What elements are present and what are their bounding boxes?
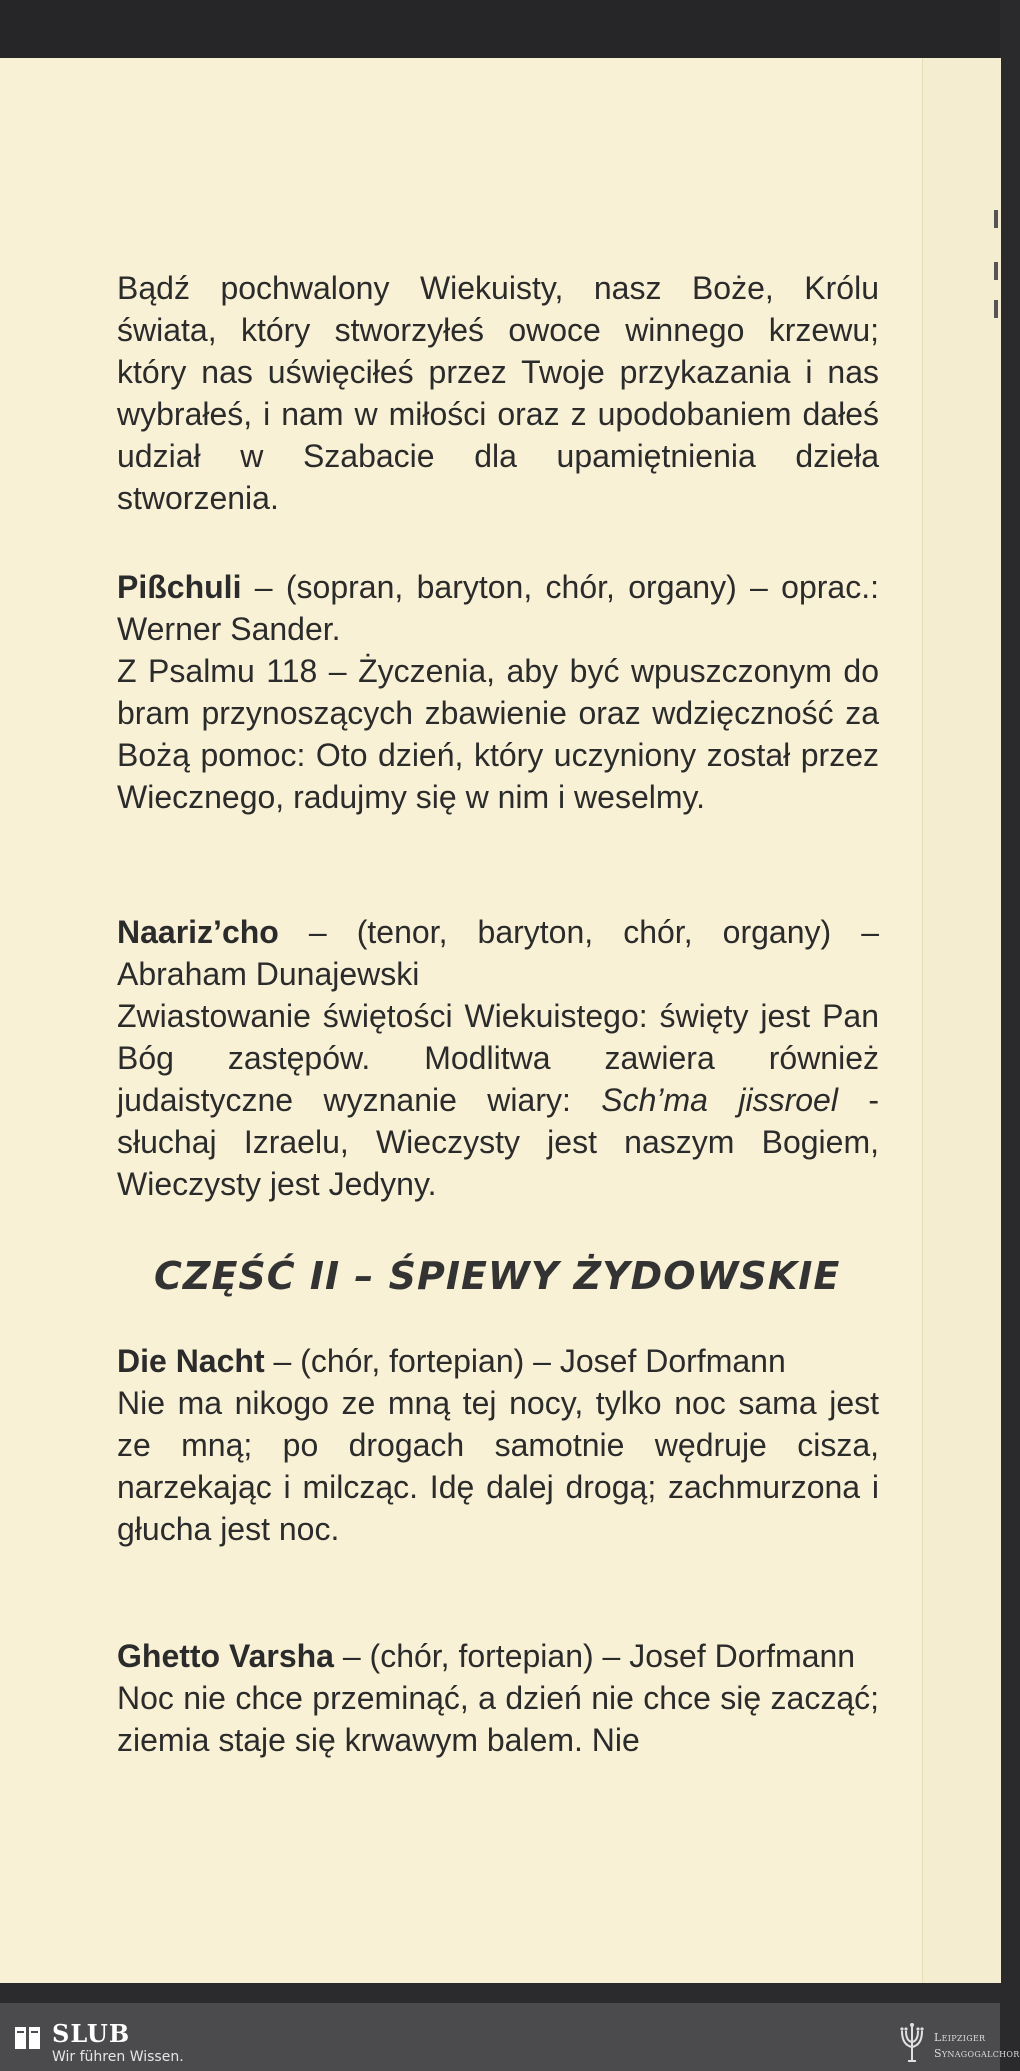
- slub-book-icon: [14, 2025, 42, 2051]
- scan-top-border: [0, 0, 1000, 58]
- paragraph-blessing: [117, 267, 879, 519]
- edge-text-fragment: [994, 210, 998, 228]
- scan-bottom-border: [0, 1983, 1000, 2003]
- piece-description-end: - słuchaj Izraelu, Wieczysty jest naszym Bogiem, Wieczysty jest Jedyny.: [117, 1082, 880, 1202]
- paragraph-ghetto-varsha: [117, 1635, 879, 1761]
- menorah-icon: [896, 2021, 928, 2065]
- piece-description: Noc nie chce przeminąć, a dzień nie chce się zacząć; ziemia staje się krwawym balem. Nie: [117, 1680, 879, 1758]
- slub-logo-text: SLUB: [52, 2019, 131, 2048]
- paragraph-naarizcho: [117, 911, 879, 1205]
- piece-title: Ghetto Varsha: [117, 1638, 334, 1674]
- piece-title: Die Nacht: [117, 1343, 265, 1379]
- leipziger-label: Leipziger: [934, 2031, 986, 2044]
- slub-tagline: Wir führen Wissen.: [52, 2049, 184, 2065]
- paragraph-die-nacht: [117, 1340, 879, 1550]
- synagogalchor-label: Synagogalchor: [934, 2047, 1020, 2060]
- piece-title: Naariz’cho: [117, 914, 279, 950]
- blessing-text: Bądź pochwalony Wiekuisty, nasz Boże, Królu świata, który stworzyłeś owoce winnego krzewu; który nas uświęciłeś przez Twoje przykazania i nas wybrałeś, i nam w miłości oraz z upodobaniem dałeś udział w Szabacie dla upamiętnienia dzieła stworzenia.: [117, 270, 879, 516]
- edge-text-fragment: [994, 300, 998, 318]
- edge-text-fragment: [994, 262, 998, 280]
- piece-credits: – (chór, fortepian) – Josef Dorfmann: [264, 1343, 786, 1379]
- piece-title: Pißchuli: [117, 569, 242, 605]
- part-heading: CZĘŚĆ II – ŚPIEWY ŻYDOWSKIE: [154, 1254, 841, 1298]
- document-page: [0, 58, 922, 1983]
- piece-credits: – (sopran, baryton, chór, organy) – oprac.: Werner Sander.: [117, 569, 879, 647]
- adjacent-page-edge: [922, 58, 1001, 1983]
- piece-description: Zwiastowanie świętości Wiekuistego: święty jest Pan Bóg zastępów. Modlitwa zawiera również judaistyczne wyznanie wiary:: [117, 998, 879, 1118]
- paragraph-pisschuli: [117, 566, 879, 818]
- footer-bar: [0, 2003, 1020, 2071]
- piece-credits: – (tenor, baryton, chór, organy) – Abraham Dunajewski: [117, 914, 879, 992]
- piece-description-italic: Sch’ma jissroel: [601, 1082, 838, 1118]
- piece-description: Nie ma nikogo ze mną tej nocy, tylko noc sama jest ze mną; po drogach samotnie wędruje cisza, narzekając i milcząc. Idę dalej drogą; zachmurzona i głucha jest noc.: [117, 1385, 879, 1547]
- piece-description: Z Psalmu 118 – Życzenia, aby być wpuszczonym do bram przynoszących zbawienie oraz wdzięczność za Bożą pomoc: Oto dzień, który uczyniony został przez Wiecznego, radujmy się w nim i weselmy.: [117, 653, 879, 815]
- piece-credits: – (chór, fortepian) – Josef Dorfmann: [333, 1638, 856, 1674]
